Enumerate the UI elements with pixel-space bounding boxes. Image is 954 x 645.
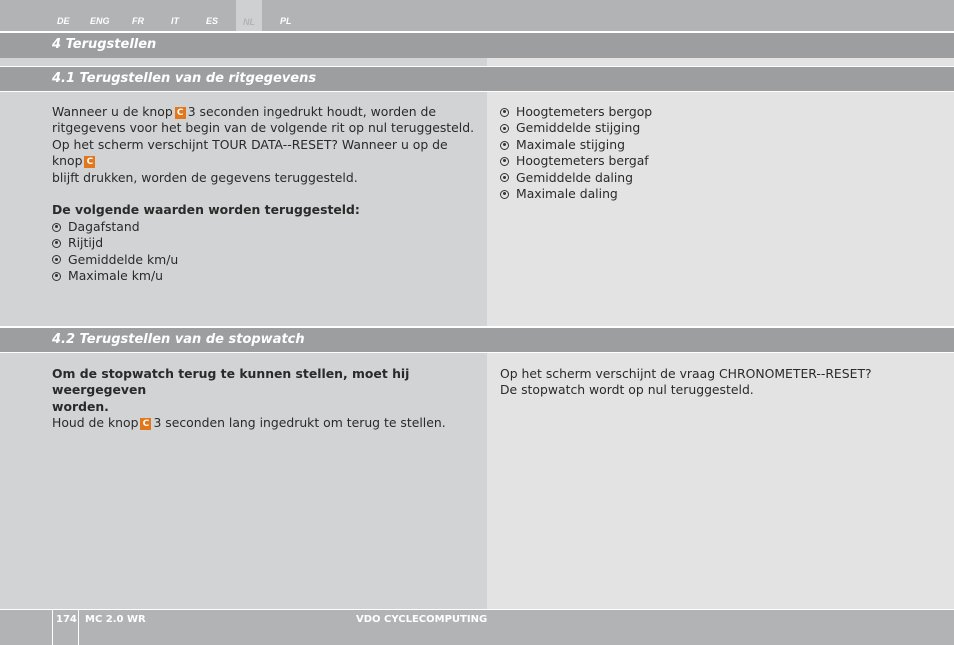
lang-tab-fr[interactable]: FR (132, 16, 144, 26)
lang-tab-pl[interactable]: PL (280, 16, 292, 26)
list-title: De volgende waarden worden teruggesteld: (52, 202, 360, 218)
language-bar (0, 0, 954, 31)
footer-divider (52, 610, 53, 645)
list-item: Gemiddelde km/u (52, 252, 482, 268)
section-heading-bar-4-1 (0, 67, 954, 91)
bullet-icon (52, 272, 61, 281)
text: Houd de knop (52, 415, 139, 431)
bold-text: Om de stopwatch terug te kunnen stellen, moet hij weergegeven (52, 366, 410, 398)
lang-tab-it[interactable]: IT (171, 16, 179, 26)
c-key-icon: C (175, 107, 186, 119)
c-key-icon: C (84, 156, 95, 168)
list-item: Rijtijd (52, 235, 482, 251)
list-item: Dagafstand (52, 219, 482, 235)
c-key-icon: C (140, 418, 151, 430)
brand-name: VDO CYCLECOMPUTING (356, 614, 488, 625)
page-number: 174 (56, 614, 77, 625)
list-item: Hoogtemeters bergop (500, 104, 940, 120)
model-name: MC 2.0 WR (85, 614, 146, 625)
lang-tab-es[interactable]: ES (206, 16, 219, 26)
section-4-1-body (52, 104, 482, 284)
bullet-icon (500, 108, 509, 117)
bullet-icon (500, 124, 509, 133)
bullet-icon (500, 157, 509, 166)
chapter-title: 4 Terugstellen (52, 37, 157, 52)
bold-text: worden. (52, 398, 109, 414)
bullet-icon (500, 141, 509, 150)
list-item: Gemiddelde stijging (500, 120, 940, 136)
left-spacer (0, 58, 487, 66)
chapter-heading-bar (0, 33, 954, 58)
lang-tab-eng[interactable]: ENG (90, 16, 110, 26)
text: Wanneer u de knop (52, 104, 173, 119)
section-title-4-1: 4.1 Terugstellen van de ritgegevens (52, 71, 317, 86)
text: 3 seconden ingedrukt houdt, worden de (187, 104, 436, 119)
list-item: Maximale km/u (52, 268, 482, 284)
section-title-4-2: 4.2 Terugstellen van de stopwatch (52, 332, 305, 347)
list-item: Gemiddelde daling (500, 170, 940, 186)
bullet-icon (500, 190, 509, 199)
bullet-icon (52, 223, 61, 232)
list-item: Maximale daling (500, 186, 940, 202)
text: De stopwatch wordt op nul teruggesteld. (500, 382, 754, 398)
footer-divider (78, 610, 79, 645)
text: Op het scherm verschijnt TOUR DATA--RESET? Wanneer u op de knop (52, 136, 448, 169)
section-4-2-body (52, 366, 482, 432)
lang-tab-nl[interactable]: NL (236, 0, 262, 31)
footer-bar (0, 610, 954, 645)
text: ritgegevens voor het begin van de volgende rit op nul teruggesteld. (52, 120, 475, 136)
section-4-1-right-list (500, 104, 940, 202)
section-4-2-right-body (500, 366, 940, 399)
bullet-icon (52, 255, 61, 264)
list-item: Maximale stijging (500, 137, 940, 153)
bullet-icon (52, 239, 61, 248)
right-spacer (487, 58, 954, 66)
bullet-icon (500, 173, 509, 182)
text: blijft drukken, worden de gegevens teruggesteld. (52, 169, 358, 185)
section-heading-bar-4-2 (0, 328, 954, 352)
list-item: Hoogtemeters bergaf (500, 153, 940, 169)
lang-tab-de[interactable]: DE (57, 16, 70, 26)
text: Op het scherm verschijnt de vraag CHRONOMETER--RESET? (500, 366, 872, 381)
text: 3 seconden lang ingedrukt om terug te stellen. (153, 415, 446, 431)
